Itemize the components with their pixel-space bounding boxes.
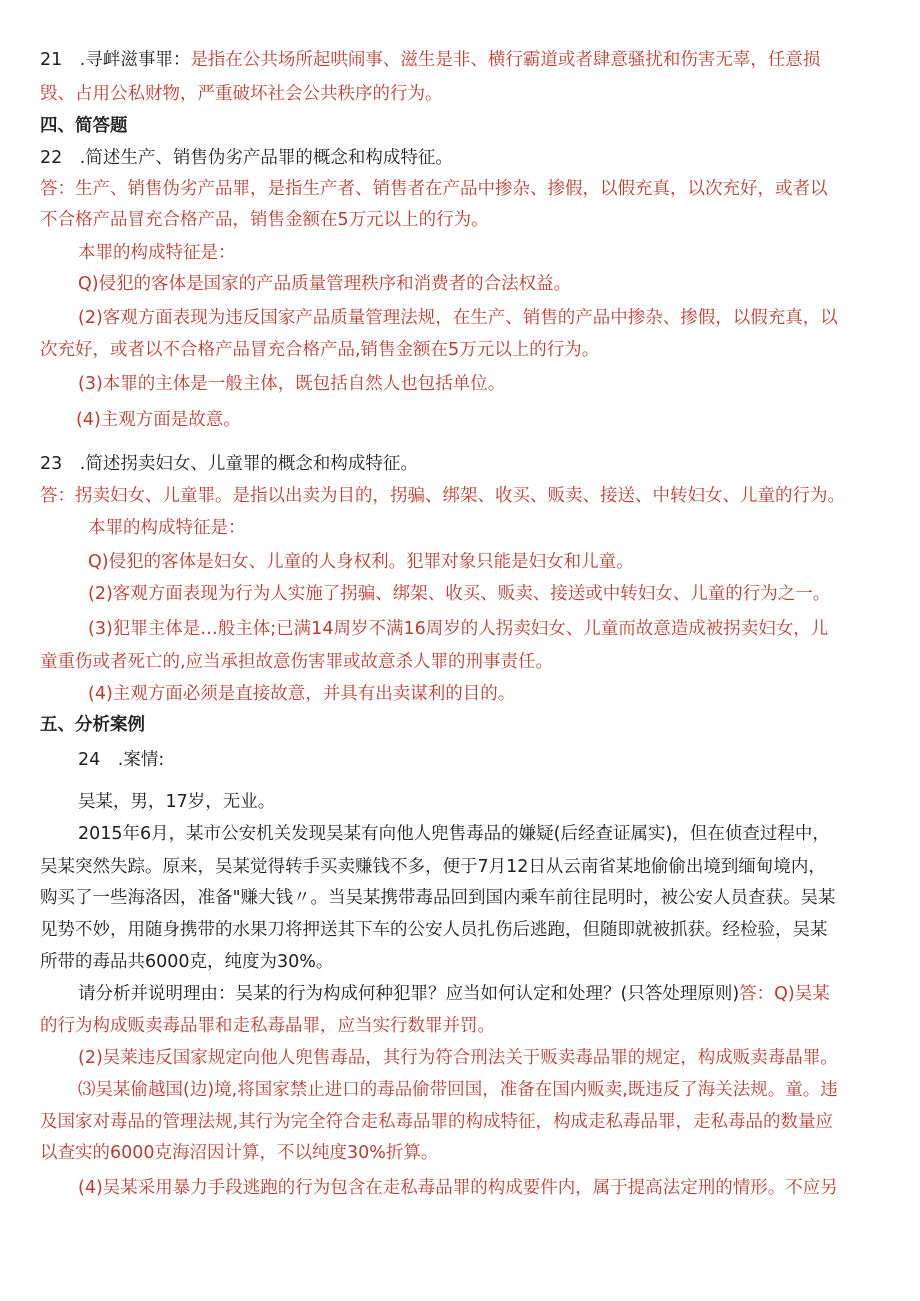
section4-title: 四、简答题 bbox=[40, 116, 128, 136]
q22-feature-4: (4)主观方面是故意。 bbox=[76, 410, 241, 430]
q23-answer-line1: 答：拐卖妇女、儿童罪。是指以出卖为目的，拐骗、绑架、收买、贩卖、接送、中转妇女、儿童的行为。 bbox=[40, 486, 845, 506]
q21-answer-line2: 毁、占用公私财物，严重破坏社会公共秩序的行为。 bbox=[40, 84, 443, 104]
q21-line1 bbox=[40, 48, 820, 72]
q22-feature-2-line2: 次充好，或者以不合格产品冒充合格产品,销售金额在5万元以上的行为。 bbox=[40, 340, 600, 360]
q23-feature-2: (2)客观方面表现为行为人实施了拐骗、绑架、收买、贩卖、接送或中转妇女、儿童的行为之一。 bbox=[88, 584, 831, 604]
q24-answer-3-line1: ⑶吴某偷越国(边)境,将国家禁止进口的毒品偷带回国，准备在国内贩卖,既违反了海关法规。童。违 bbox=[78, 1080, 838, 1100]
q23-feature-3-line2: 童重伤或者死亡的,应当承担故意伤害罪或故意杀人罪的刑事责任。 bbox=[40, 652, 554, 672]
q24-prompt-line bbox=[78, 982, 830, 1006]
q24-para-2-line2: 吴某突然失踪。原来，吴某觉得转手买卖赚钱不多，便于7月12日从云南省某地偷偷出境到缅甸境内， bbox=[40, 857, 826, 877]
q23-feature-3-line1: (3)犯罪主体是…般主体;已满14周岁不满16周岁的人拐卖妇女、儿童而故意造成被拐卖妇女，儿 bbox=[88, 619, 829, 639]
q22-answer-line2: 不合格产品冒充合格产品，销售金额在5万元以上的行为。 bbox=[40, 210, 489, 230]
q24-answer-1-start: 答：Q)吴某 bbox=[739, 984, 830, 1004]
q21-answer-line1: 是指在公共场所起哄闹事、滋生是非、横行霸道或者肆意骚扰和伤害无辜，任意损 bbox=[190, 50, 821, 70]
q22-question: 22 .简述生产、销售伪劣产品罪的概念和构成特征。 bbox=[40, 148, 453, 168]
q22-feature-1: Q)侵犯的客体是国家的产品质量管理秩序和消费者的合法权益。 bbox=[78, 274, 572, 294]
q24-para-2-line5: 所带的毒品共6000克，纯度为30%。 bbox=[40, 952, 334, 972]
q24-answer-1-line2: 的行为构成贩卖毒品罪和走私毒晶罪，应当实行数罪并罚。 bbox=[40, 1016, 495, 1036]
q22-answer-line1: 答：生产、销售伪劣产品罪，是指生产者、销售者在产品中掺杂、掺假，以假充真，以次充好，或者以 bbox=[40, 179, 828, 199]
q24-answer-2: (2)吴莱违反国家规定向他人兜售毒品，其行为符合刑法关于贩卖毒品罪的规定，构成贩卖毒晶罪。 bbox=[78, 1048, 838, 1068]
q24-answer-4: (4)吴某采用暴力手段逃跑的行为包含在走私毒品罪的构成要件内，属于提高法定刑的情形。不应另 bbox=[78, 1178, 838, 1198]
q24-answer-3-line2: 及国家对毒品的管理法规,其行为完全符合走私毒品罪的构成特征，构成走私毒品罪，走私毒品的数量应 bbox=[40, 1112, 834, 1132]
q22-features-intro: 本罪的构成特征是： bbox=[78, 243, 236, 263]
q23-features-intro: 本罪的构成特征是： bbox=[88, 518, 246, 538]
q24-label: 24 .案情: bbox=[78, 750, 165, 770]
q23-feature-1: Q)侵犯的客体是妇女、儿童的人身权利。犯罪对象只能是妇女和儿童。 bbox=[88, 552, 634, 572]
q22-feature-3: (3)本罪的主体是一般主体，既包括自然人也包括单位。 bbox=[78, 374, 506, 394]
section5-title: 五、分析案例 bbox=[40, 715, 145, 735]
q24-prompt: 请分析并说明理由：吴某的行为构成何种犯罪？应当如何认定和处理？(只答处理原则) bbox=[78, 984, 740, 1004]
q24-para-2-line1: 2015年6月，某市公安机关发现吴某有向他人兜售毒品的嫌疑(后经查证属实)，但在侦查过程中， bbox=[78, 824, 830, 844]
q24-para-2-line3: 购买了一些海洛因，准备"赚大钱〃。当吴某携带毒品回到国内乘车前往昆明时，被公安人员查获。吴某 bbox=[40, 888, 836, 908]
q24-answer-3-line3: 以查实的6000克海沼因计算，不以纯度30%折算。 bbox=[40, 1143, 439, 1163]
q23-feature-4: (4)主观方面必须是直接故意，并具有出卖谋利的目的。 bbox=[88, 684, 516, 704]
q23-question: 23 .简述拐卖妇女、儿童罪的概念和构成特征。 bbox=[40, 454, 418, 474]
q21-label: 21 .寻衅滋事罪： bbox=[40, 50, 191, 70]
q22-feature-2-line1: (2)客观方面表现为违反国家产品质量管理法规，在生产、销售的产品中掺杂、掺假，以假充真，以 bbox=[78, 308, 838, 328]
q24-para-1: 吴某，男，17岁，无业。 bbox=[78, 792, 276, 812]
q24-para-2-line4: 见势不妙，用随身携带的水果刀将押送其下车的公安人员扎伤后逃跑，但随即就被抓获。经检验，吴某 bbox=[40, 920, 828, 940]
